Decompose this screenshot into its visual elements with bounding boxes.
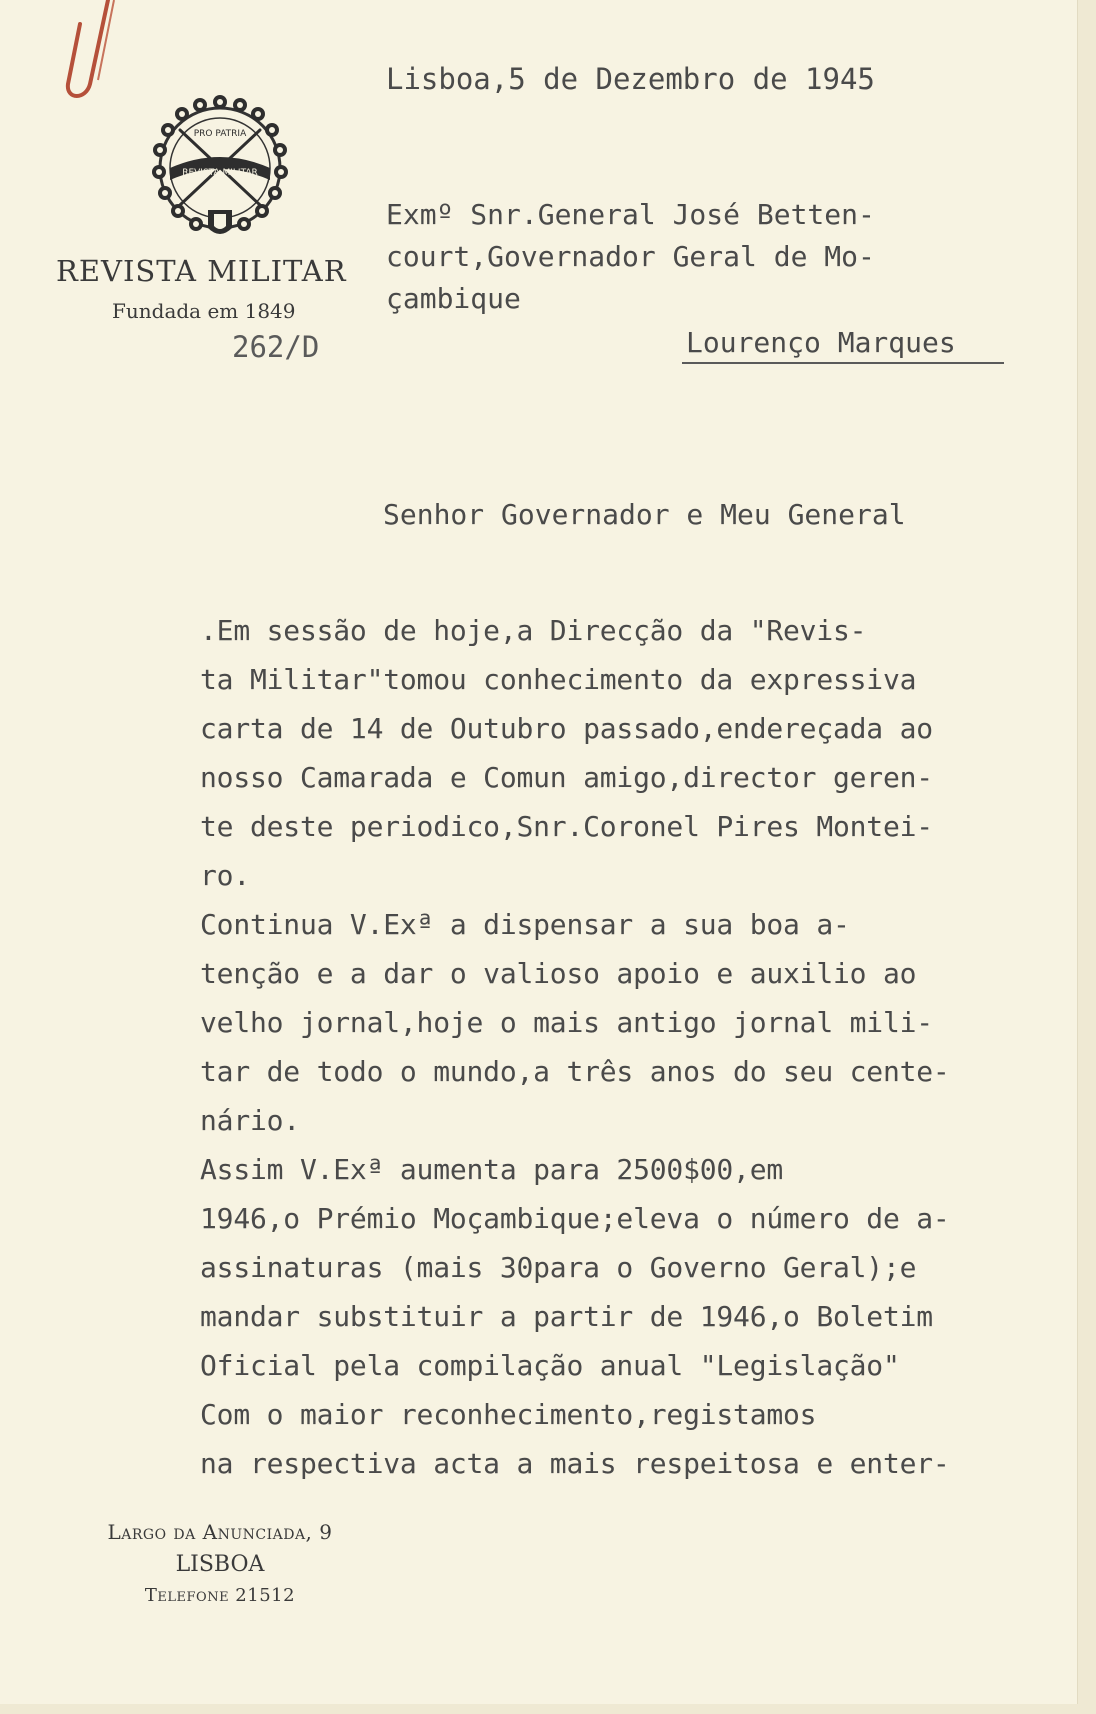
body-line: nário. (200, 1104, 300, 1137)
body-line: Com o maior reconhecimento,registamos (200, 1398, 817, 1431)
revista-militar-seal-icon (140, 90, 300, 250)
letter-body (200, 606, 950, 1488)
letterhead-footer (90, 1520, 350, 1606)
footer-city: LISBOA (175, 1552, 265, 1577)
body-line: Oficial pela compilação anual "Legislação" (200, 1349, 900, 1382)
body-line: ro. (200, 859, 250, 892)
organization-name: REVISTA MILITAR (56, 254, 347, 288)
body-line: 1946,o Prémio Moçambique;eleva o número de a- (200, 1202, 950, 1235)
recipient-block (386, 194, 875, 320)
date-line: Lisboa,5 de Dezembro de 1945 (386, 62, 875, 96)
body-line: mandar substituir a partir de 1946,o Boletim (200, 1300, 933, 1333)
paperclip-icon (56, 0, 126, 120)
founded-line: Fundada em 1849 (112, 299, 296, 323)
body-line: te deste periodico,Snr.Coronel Pires Montei- (200, 810, 933, 843)
body-line: Assim V.Exª aumenta para 2500$00,em (200, 1153, 784, 1186)
recipient-line: court,Governador Geral de Mo- (386, 240, 875, 273)
footer-address: Largo da Anunciada, 9 (107, 1520, 333, 1544)
body-line: carta de 14 de Outubro passado,endereçada ao (200, 712, 933, 745)
body-line: Continua V.Exª a dispensar a sua boa a- (200, 908, 850, 941)
body-line: tenção e a dar o valioso apoio e auxilio ao (200, 957, 917, 990)
body-line: ta Militar"tomou conhecimento da expressiva (200, 663, 917, 696)
salutation: Senhor Governador e Meu General (383, 498, 906, 531)
destination-underline (682, 362, 1004, 364)
paper-edge-bottom (0, 1704, 1096, 1714)
recipient-line: Exmº Snr.General José Betten- (386, 198, 875, 231)
body-line: tar de todo o mundo,a três anos do seu cente- (200, 1055, 950, 1088)
body-line: .Em sessão de hoje,a Direcção da "Revis- (200, 614, 867, 647)
body-line: nosso Camarada e Comun amigo,director geren- (200, 761, 933, 794)
seal-motto-text: PRO PATRIA (193, 129, 247, 139)
recipient-line: çambique (386, 282, 521, 315)
body-line: na respectiva acta a mais respeitosa e enter- (200, 1447, 950, 1480)
destination-city: Lourenço Marques (686, 326, 956, 359)
body-line: assinaturas (mais 30para o Governo Geral);e (200, 1251, 917, 1284)
seal-banner-text: REVISTA MILITAR (182, 168, 258, 178)
paper-edge (1077, 0, 1096, 1714)
reference-number: 262/D (232, 330, 320, 364)
footer-phone: Telefone 21512 (144, 1585, 296, 1606)
body-line: velho jornal,hoje o mais antigo jornal mili- (200, 1006, 933, 1039)
